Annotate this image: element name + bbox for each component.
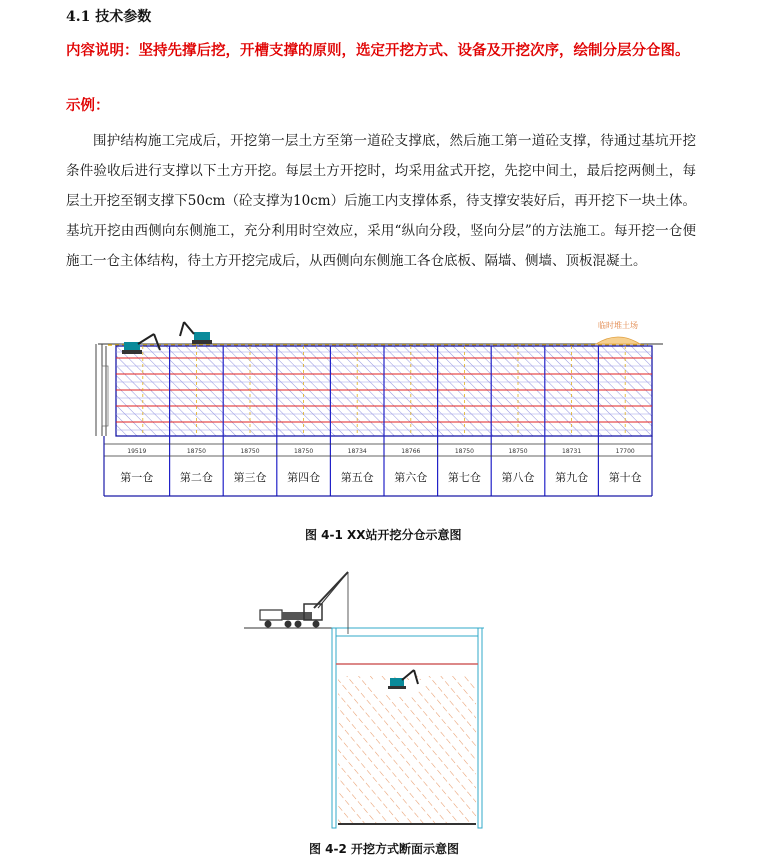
bin-length: 19519	[127, 448, 147, 455]
soil-stockpile	[596, 337, 640, 344]
bin-length: 18766	[401, 448, 421, 455]
bin-length: 18750	[454, 448, 474, 455]
left-wall	[96, 344, 108, 436]
body-paragraph: 围护结构施工完成后，开挖第一层土方至第一道砼支撑底，然后施工第一道砼支撑，待通过基坑开挖条件验收后进行支撑以下土方开挖。每层土方开挖时，均采用盆式开挖，先挖中间土，最后挖两侧土，每层土开挖至钢支撑下50cm（砼支撑为10cm）后施工内支撑体系，待支撑安装好后，再开挖下一块土体。基坑开挖由西侧向东侧施工，充分利用时空效应，采用“纵向分段，竖向分层”的方法施工。每开挖一仓便施工一仓主体结构，待土方开挖完成后，从西侧向东侧施工各仓底板、隔墙、侧墙、顶板混凝土。	[66, 133, 696, 269]
bin-length: 18750	[186, 448, 206, 455]
bin-name: 第七仓	[447, 471, 481, 484]
bin-length: 18731	[562, 448, 582, 455]
content-note: 内容说明：坚持先撑后挖，开槽支撑的原则，选定开挖方式、设备及开挖次序，绘制分层分仓图。	[66, 42, 690, 59]
bin-label-table	[104, 436, 652, 496]
bin-name: 第九仓	[555, 471, 589, 484]
bin-name: 第二仓	[179, 471, 213, 484]
bin-name: 第十仓	[608, 471, 642, 484]
bin-length: 17700	[615, 448, 635, 455]
soil-mass	[338, 676, 476, 824]
example-label: 示例：	[66, 97, 110, 114]
bin-name: 第五仓	[340, 471, 374, 484]
bin-name: 第三仓	[233, 471, 267, 484]
right-retaining-wall	[478, 628, 482, 828]
bin-name: 第一仓	[120, 471, 154, 484]
bin-name: 第六仓	[394, 471, 428, 484]
bin-length: 18750	[508, 448, 528, 455]
bin-length: 18750	[294, 448, 314, 455]
figure-excavation-section	[244, 568, 504, 830]
bin-name: 第四仓	[287, 471, 321, 484]
section-heading: 4.1 技术参数	[66, 9, 152, 25]
figure1-caption: 图 4-1 XX站开挖分仓示意图	[305, 528, 462, 542]
bin-name: 第八仓	[501, 471, 535, 484]
bin-length: 18750	[240, 448, 260, 455]
figure2-caption: 图 4-2 开挖方式断面示意图	[309, 842, 460, 856]
crane-truck-icon	[260, 572, 348, 634]
bin-length: 18734	[347, 448, 367, 455]
excavator-icon	[180, 322, 212, 344]
left-retaining-wall	[332, 628, 336, 828]
figure-excavation-bins	[88, 318, 668, 508]
stockpile-label: 临时堆土场	[598, 321, 638, 330]
